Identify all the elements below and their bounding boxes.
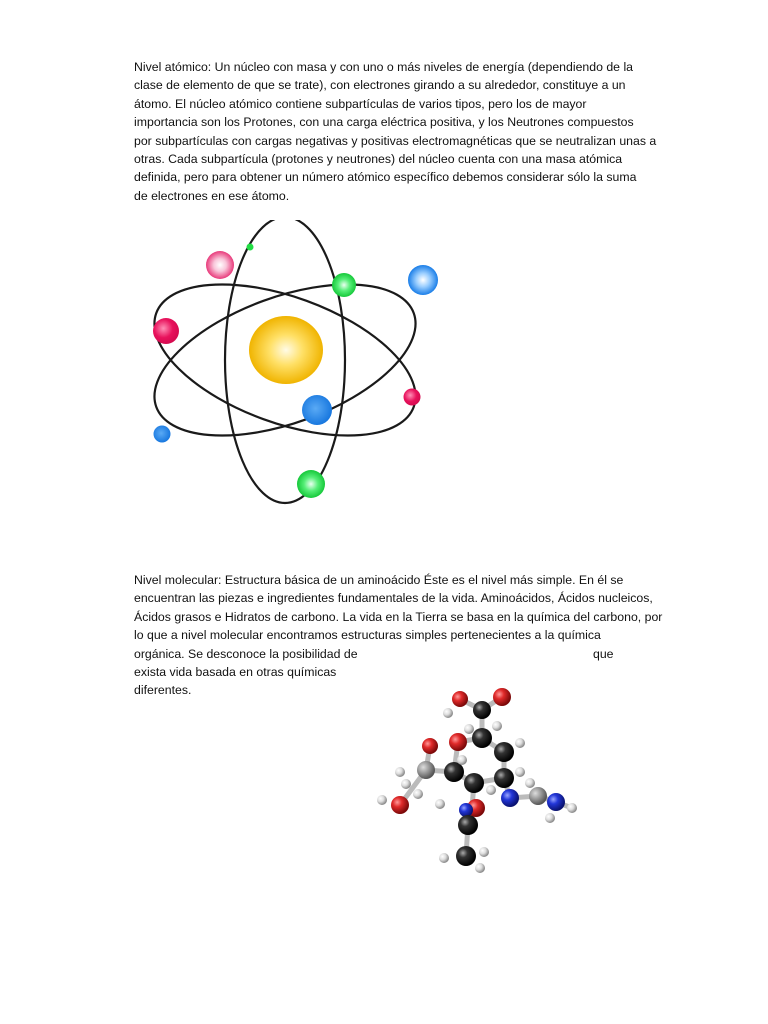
hydrogen-atom: [443, 708, 453, 718]
text-line: Ácidos grasos e Hidratos de carbono. La vida en la Tierra se basa en la química del carbono, por: [134, 609, 663, 624]
hydrogen-atom: [475, 863, 485, 873]
hydrogen-atom: [479, 847, 489, 857]
hydrogen-atom: [567, 803, 577, 813]
electron-blue-small: [154, 426, 171, 443]
nitrogen-atom: [547, 793, 565, 811]
hydrogen-atom: [525, 778, 535, 788]
carbon-atom: [444, 762, 464, 782]
text-line: otras. Cada subpartícula (protones y neutrones) del núcleo cuenta con una masa atómica: [134, 152, 623, 167]
text-line: importancia son los Protones, con una carga eléctrica positiva, y los Neutrones compuestos: [134, 115, 634, 130]
hydrogen-atom: [515, 738, 525, 748]
carbon-atom: [458, 815, 478, 835]
nitrogen-atom: [501, 789, 519, 807]
electron-green-bottom: [297, 470, 325, 498]
carbon-atom: [494, 768, 514, 788]
text-line-right: que: [593, 646, 614, 661]
text-line: diferentes.: [134, 683, 192, 698]
electron-green: [332, 273, 356, 297]
nucleus: [249, 316, 323, 384]
hydrogen-atom: [413, 789, 423, 799]
nitrogen-atom: [459, 803, 473, 817]
electron-blue: [302, 395, 332, 425]
oxygen-atom: [422, 738, 438, 754]
text-line: definida, pero para obtener un número atómico específico debemos considerar sólo la suma: [134, 170, 637, 185]
text-line: exista vida basada en otras químicas: [134, 665, 337, 680]
hydrogen-atom: [464, 724, 474, 734]
hydrogen-atom: [395, 767, 405, 777]
text-line: Nivel molecular: Estructura básica de un aminoácido Éste es el nivel más simple. En él se: [134, 573, 624, 587]
electron-magenta: [153, 318, 179, 344]
carbon-atom: [529, 787, 547, 805]
electron-magenta-small: [404, 389, 421, 406]
hydrogen-atom: [457, 755, 467, 765]
text-line-left: orgánica. Se desconoce la posibilidad de: [134, 646, 358, 661]
carbon-atom: [456, 846, 476, 866]
text-line: por subpartículas con cargas negativas y positivas electromagnéticas que se neutralizan unas a: [134, 133, 657, 148]
oxygen-atom: [452, 691, 468, 707]
hydrogen-atom: [377, 795, 387, 805]
carbon-atom: [464, 773, 484, 793]
text-line: encuentran las piezas e ingredientes fundamentales de la vida. Aminoácidos, Ácidos nucleicos,: [134, 591, 653, 606]
hydrogen-atom: [439, 853, 449, 863]
text-line: de electrones en ese átomo.: [134, 188, 290, 203]
hydrogen-atom: [545, 813, 555, 823]
hydrogen-atom: [492, 721, 502, 731]
text-line: átomo. El núcleo atómico contiene subpartículas de varios tipos, pero los de mayor: [134, 96, 587, 111]
oxygen-atom: [493, 688, 511, 706]
atom-illustration: [140, 220, 470, 510]
hydrogen-atom: [435, 799, 445, 809]
electron-small-green: [247, 244, 254, 251]
electron-pink: [206, 251, 234, 279]
oxygen-atom: [391, 796, 409, 814]
carbon-atom: [472, 728, 492, 748]
carbon-atom: [494, 742, 514, 762]
oxygen-atom: [449, 733, 467, 751]
hydrogen-atom: [486, 785, 496, 795]
carbon-atom: [417, 761, 435, 779]
hydrogen-atom: [515, 767, 525, 777]
carbon-atom: [473, 701, 491, 719]
text-line-split: [134, 645, 644, 663]
hydrogen-atom: [401, 779, 411, 789]
text-line: clase de elemento de que se trate), con electrones girando a su alrededor, constituye a un: [134, 78, 626, 93]
electron-blue-light: [408, 265, 438, 295]
amino-acid-molecule: [370, 680, 590, 880]
text-line: Nivel atómico: Un núcleo con masa y con uno o más niveles de energía (dependiendo de la: [134, 60, 634, 74]
text-line: lo que a nivel molecular encontramos estructuras simples pertenecientes a la química: [134, 628, 601, 643]
paragraph-atomic-level: [134, 58, 657, 205]
